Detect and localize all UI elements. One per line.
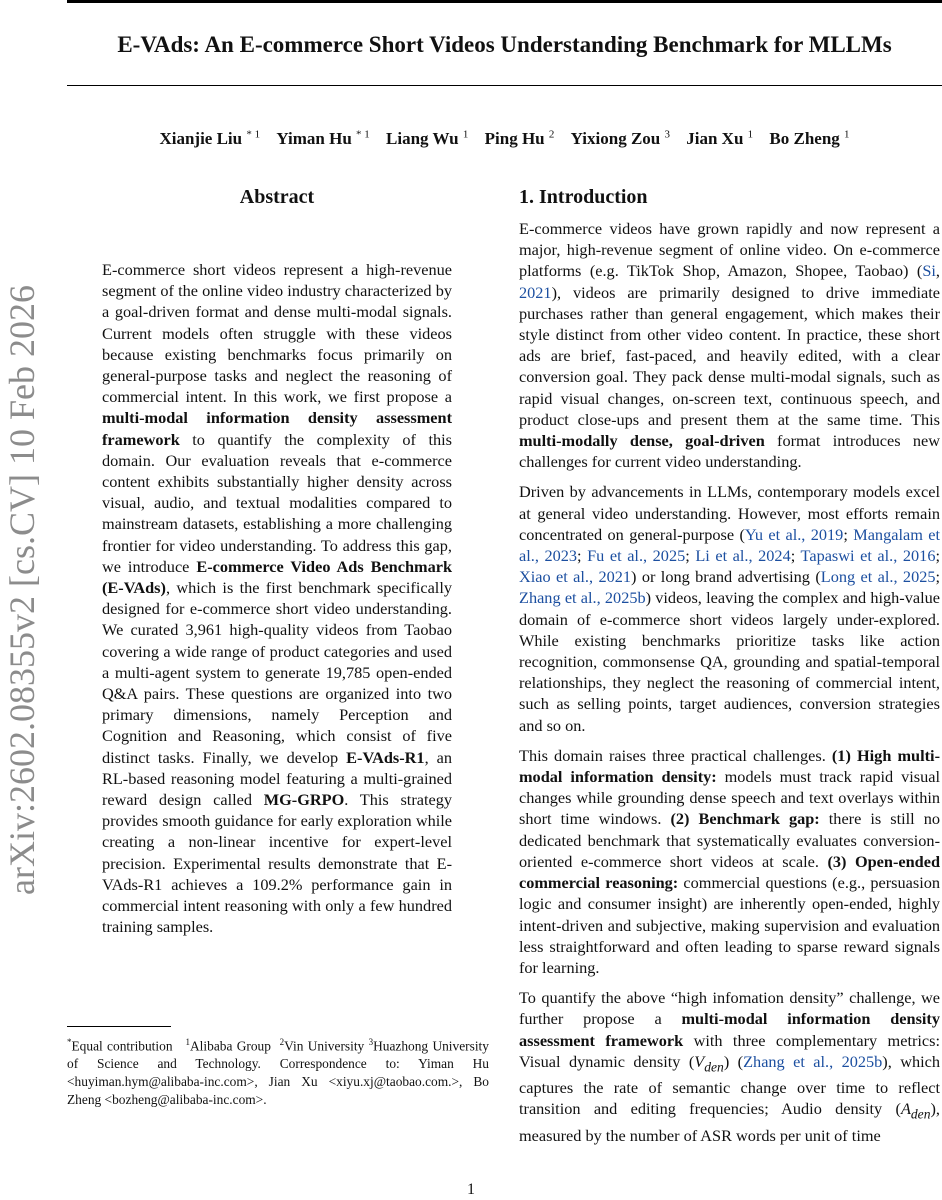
footnote-rule bbox=[67, 1026, 171, 1027]
intro-paragraph-2: Driven by advancements in LLMs, contemporary models excel at general video understanding. However, most efforts remain concentrated on general-purpose (Yu et al., 2019; Mangalam et al., 2023; Fu et al., 2025; Li et al., 2024; Tapaswi et al., 2016; Xiao et al., 2021) or long brand advertising (Long et al., 2025; Zhang et al., 2025b) videos, leaving the complex and high-value domain of e-commerce short videos largely under-explored. While existing benchmarks prioritize tasks like action recognition, commonsense QA, grounding and spatial-temporal relationships, they neglect the reasoning of commercial intent, such as selling points, target audiences, conversion strategies and so on. bbox=[519, 482, 941, 735]
intro-paragraph-1: E-commerce videos have grown rapidly and now represent a major, high-revenue segment of online video. On e-commerce platforms (e.g. TikTok Shop, Amazon, Shopee, Taobao) (Si, 2021), videos are primarily designed to drive immediate purchases rather than general engagement, which makes their style distinct from other video content. In practice, these short ads are brief, fast-paced, and heavily edited, with a clear conversion goal. They pack dense multi-modal signals, such as rapid visual changes, on-screen text, continuous speech, and product close-ups and present them at the same time. This multi-modally dense, goal-driven format introduces new challenges for current video understanding. bbox=[519, 219, 940, 472]
arxiv-stamp-text: arXiv:2602.08355v2 [cs.CV] 10 Feb 2026 bbox=[2, 285, 42, 895]
author: Yixiong Zou $^3$ bbox=[570, 128, 670, 148]
author: Ping Hu $^2$ bbox=[484, 128, 555, 148]
author: Bo Zheng $^1$ bbox=[769, 128, 850, 148]
citation-link[interactable]: Yu et al., 2019 bbox=[744, 524, 844, 544]
intro-paragraph-3: This domain raises three practical challenges. (1) High multi-modal information density: models must track rapid visual changes while grounding dense speech and text overlays within short time windows. (2) Benchmark gap: there is still no dedicated benchmark that systematically evaluates conversion-oriented e-commerce short videos at scale. (3) Open-ended commercial reasoning: commercial questions (e.g., persuasion logic and consumer insight) are inherently open-ended, highly intent-driven and subjective, making supervision and evaluation less straightforward and often leading to sparse reward signals for learning. bbox=[519, 745, 941, 977]
author: Yiman Hu $^{* 1}$ bbox=[276, 128, 370, 148]
top-rule bbox=[67, 0, 942, 3]
math-symbol: $V_{den}$ bbox=[694, 1051, 724, 1074]
citation-link[interactable]: Zhang et al., 2025b bbox=[743, 1051, 883, 1071]
citation-link[interactable]: Tapaswi et al., 2016 bbox=[800, 546, 936, 566]
paper-title: E-VAds: An E-commerce Short Videos Understanding Benchmark for MLLMs bbox=[117, 32, 892, 57]
author: Xianjie Liu $^{* 1}$ bbox=[159, 128, 261, 148]
author-list bbox=[67, 122, 942, 151]
author: Liang Wu $^1$ bbox=[386, 128, 469, 148]
citation-link[interactable]: Mangalam et al., 2023 bbox=[519, 524, 940, 566]
arxiv-stamp bbox=[2, 270, 42, 910]
citation-link[interactable]: 2021 bbox=[519, 282, 552, 302]
math-symbol: $A_{den}$ bbox=[900, 1099, 931, 1122]
abstract-body: E-commerce short videos represent a high-revenue segment of the online video industry characterized by a goal-driven format and dense multi-modal signals. Current models often struggle with these videos because existing benchmarks focus primarily on general-purpose tasks and neglect the reasoning of commercial intent. In this work, we first propose a multi-modal information density assessment framework to quantify the complexity of this domain. Our evaluation reveals that e-commerce content exhibits substantially higher density across visual, audio, and textual modalities compared to mainstream datasets, establishing a more challenging frontier for video understanding. To address this gap, we introduce E-commerce Video Ads Benchmark (E-VAds), which is the first benchmark specifically designed for e-commerce short video understanding. We curated 3,961 high-quality videos from Taobao covering a wide range of product categories and used a multi-agent system to generate 19,785 open-ended Q&A pairs. These questions are organized into two primary dimensions, namely Perception and Cognition and Reasoning, which consist of five distinct tasks. Finally, we develop E-VAds-R1, an RL-based reasoning model featuring a multi-grained reward design called MG-GRPO. This strategy provides smooth guidance for early exploration while creating a non-linear incentive for expert-level precision. Experimental results demonstrate that E-VAds-R1 achieves a 109.2% performance gain in commercial intent reasoning with only a few hundred training samples. bbox=[102, 260, 452, 937]
author: Jian Xu $^1$ bbox=[686, 128, 754, 148]
title-rule bbox=[67, 85, 942, 86]
citation-link[interactable]: Fu et al., 2025 bbox=[587, 546, 686, 566]
section-heading-introduction: 1. Introduction bbox=[519, 186, 648, 208]
intro-paragraph-4: To quantify the above “high infomation density” challenge, we further propose a multi-modal information density assessment framework with three complementary metrics: Visual dynamic density $(V_{den})$ (Zhang et al., 2025b), which captures the rate of semantic change over time to reflect transition and editing frequencies; Audio density $(A_{den})$, measured by the number of ASR words per unit of time bbox=[519, 988, 940, 1145]
citation-link[interactable]: Si bbox=[922, 261, 936, 281]
citation-link[interactable]: Xiao et al., 2021 bbox=[519, 567, 632, 587]
intro-text bbox=[519, 218, 940, 1155]
page-number: 1 bbox=[467, 1181, 475, 1198]
footnote: *Equal contribution $^1$Alibaba Group $^2$Vin University $^3$Huazhong University of Science and Technology. Correspondence to: Yiman Hu <huyiman.hym@alibaba-inc.com>, Jian Xu <xiyu.xj@taobao.com.>, Bo Zheng <bozheng@alibaba-inc.com>. bbox=[67, 1037, 489, 1108]
citation-link[interactable]: Li et al., 2024 bbox=[695, 546, 791, 566]
abstract-heading: Abstract bbox=[239, 186, 315, 208]
citation-link[interactable]: Long et al., 2025 bbox=[820, 567, 936, 587]
citation-link[interactable]: Zhang et al., 2025b bbox=[519, 588, 646, 608]
